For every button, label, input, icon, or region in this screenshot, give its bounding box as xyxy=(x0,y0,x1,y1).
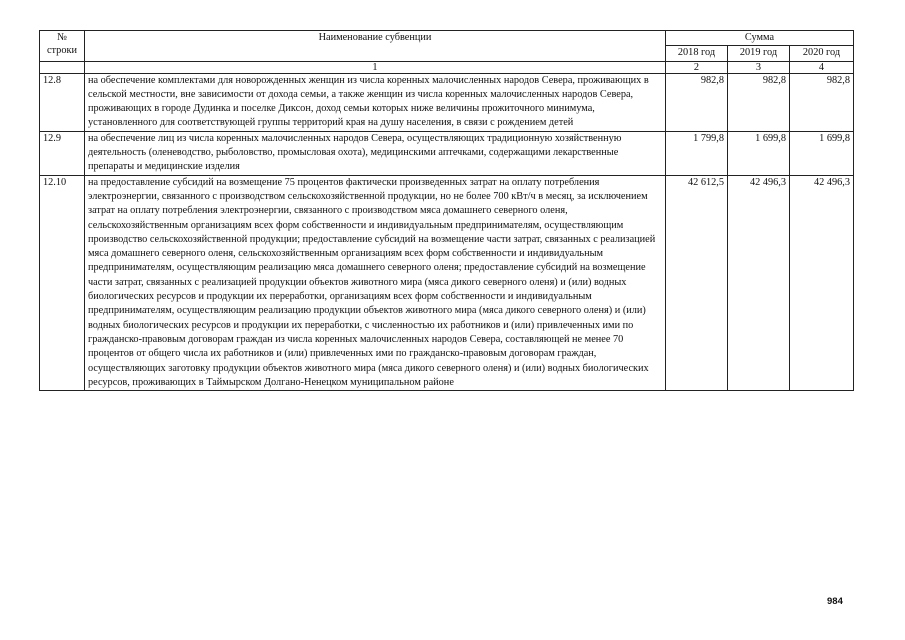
row-sum-2018: 1 799,8 xyxy=(666,131,728,175)
row-sum-2020: 982,8 xyxy=(790,73,854,131)
header-year-2019: 2019 год xyxy=(728,46,790,61)
row-name: на обеспечение лиц из числа коренных малочисленных народов Севера, осуществляющих традиционную хозяйственную деятельность (оленеводство, рыболовство, промысловая охота), медицинскими аптечками, содержащими лекарственные препараты и медицинские изделия xyxy=(85,131,666,175)
page-number: 984 xyxy=(827,596,843,607)
column-index-row xyxy=(40,61,854,73)
row-sum-2019: 982,8 xyxy=(728,73,790,131)
column-index-1: 1 xyxy=(85,61,666,73)
column-index-2: 2 xyxy=(666,61,728,73)
header-subvention-name: Наименование субвенции xyxy=(85,31,666,62)
table-row xyxy=(40,175,854,390)
table-row xyxy=(40,73,854,131)
row-sum-2019: 1 699,8 xyxy=(728,131,790,175)
row-sum-2020: 42 496,3 xyxy=(790,175,854,390)
row-name: на обеспечение комплектами для новорожденных женщин из числа коренных малочисленных народов Севера, проживающих в сельской местности, вне зависимости от дохода семьи, а также женщин из числа коренных малочисленных народов Севера, проживающих в городе Дудинка и поселке Диксон, доход семьи которых ниже величины прожиточного минимума, установленного для соответствующей группы территорий края на душу населения, в связи с рождением детей xyxy=(85,73,666,131)
column-index-3: 3 xyxy=(728,61,790,73)
row-sum-2019: 42 496,3 xyxy=(728,175,790,390)
row-name: на предоставление субсидий на возмещение 75 процентов фактически произведенных затрат на оплату потребления электроэнергии, связанного с производством сельскохозяйственной продукции, но не более 700 кВт/ч в месяц, за исключением затрат на оплату потребления электроэнергии, связанного с производством мяса домашнего северного оленя, сельскохозяйственным организациям всех форм собственности и индивидуальным предпринимателям, осуществляющим производство сельскохозяйственной продукции; предоставление субсидий на возмещение части затрат, связанных с реализацией мяса домашнего северного оленя, сельскохозяйственным организациям всех форм собственности и индивидуальным предпринимателям, осуществляющим реализацию мяса домашнего северного оленя; предоставление субсидий на возмещение части затрат, связанных с реализацией продукции объектов животного мира (мяса дикого северного оленя) и (или) водных биологических ресурсов и продукции их переработки, организациям всех форм собственности и индивидуальным предпринимателям, осуществляющим реализацию продукции объектов животного мира (мяса дикого северного оленя) и (или) водных биологических ресурсов и продукции их переработки, с численностью их работников и (или) привлеченных ими по гражданско-правовым договорам граждан из числа коренных малочисленных народов Севера, составляющей не менее 70 процентов от общего числа их работников и (или) привлеченных ими по гражданско-правовым договорам граждан, осуществляющих заготовку продукции объектов животного мира (мяса дикого северного оленя) и (или) водных биологических ресурсов, проживающих в Таймырском Долгано-Ненецком муниципальном районе xyxy=(85,175,666,390)
row-number: 12.9 xyxy=(40,131,85,175)
column-index-4: 4 xyxy=(790,61,854,73)
header-year-2020: 2020 год xyxy=(790,46,854,61)
row-sum-2018: 982,8 xyxy=(666,73,728,131)
table-row xyxy=(40,131,854,175)
row-sum-2018: 42 612,5 xyxy=(666,175,728,390)
column-index-empty xyxy=(40,61,85,73)
header-row-label: строки xyxy=(46,45,77,56)
header-row-number xyxy=(40,31,85,62)
header-year-2018: 2018 год xyxy=(666,46,728,61)
subventions-table xyxy=(39,30,854,391)
row-number: 12.10 xyxy=(40,175,85,390)
row-sum-2020: 1 699,8 xyxy=(790,131,854,175)
row-number: 12.8 xyxy=(40,73,85,131)
header-sum: Сумма xyxy=(666,31,854,46)
header-number-sign: № xyxy=(57,32,67,43)
